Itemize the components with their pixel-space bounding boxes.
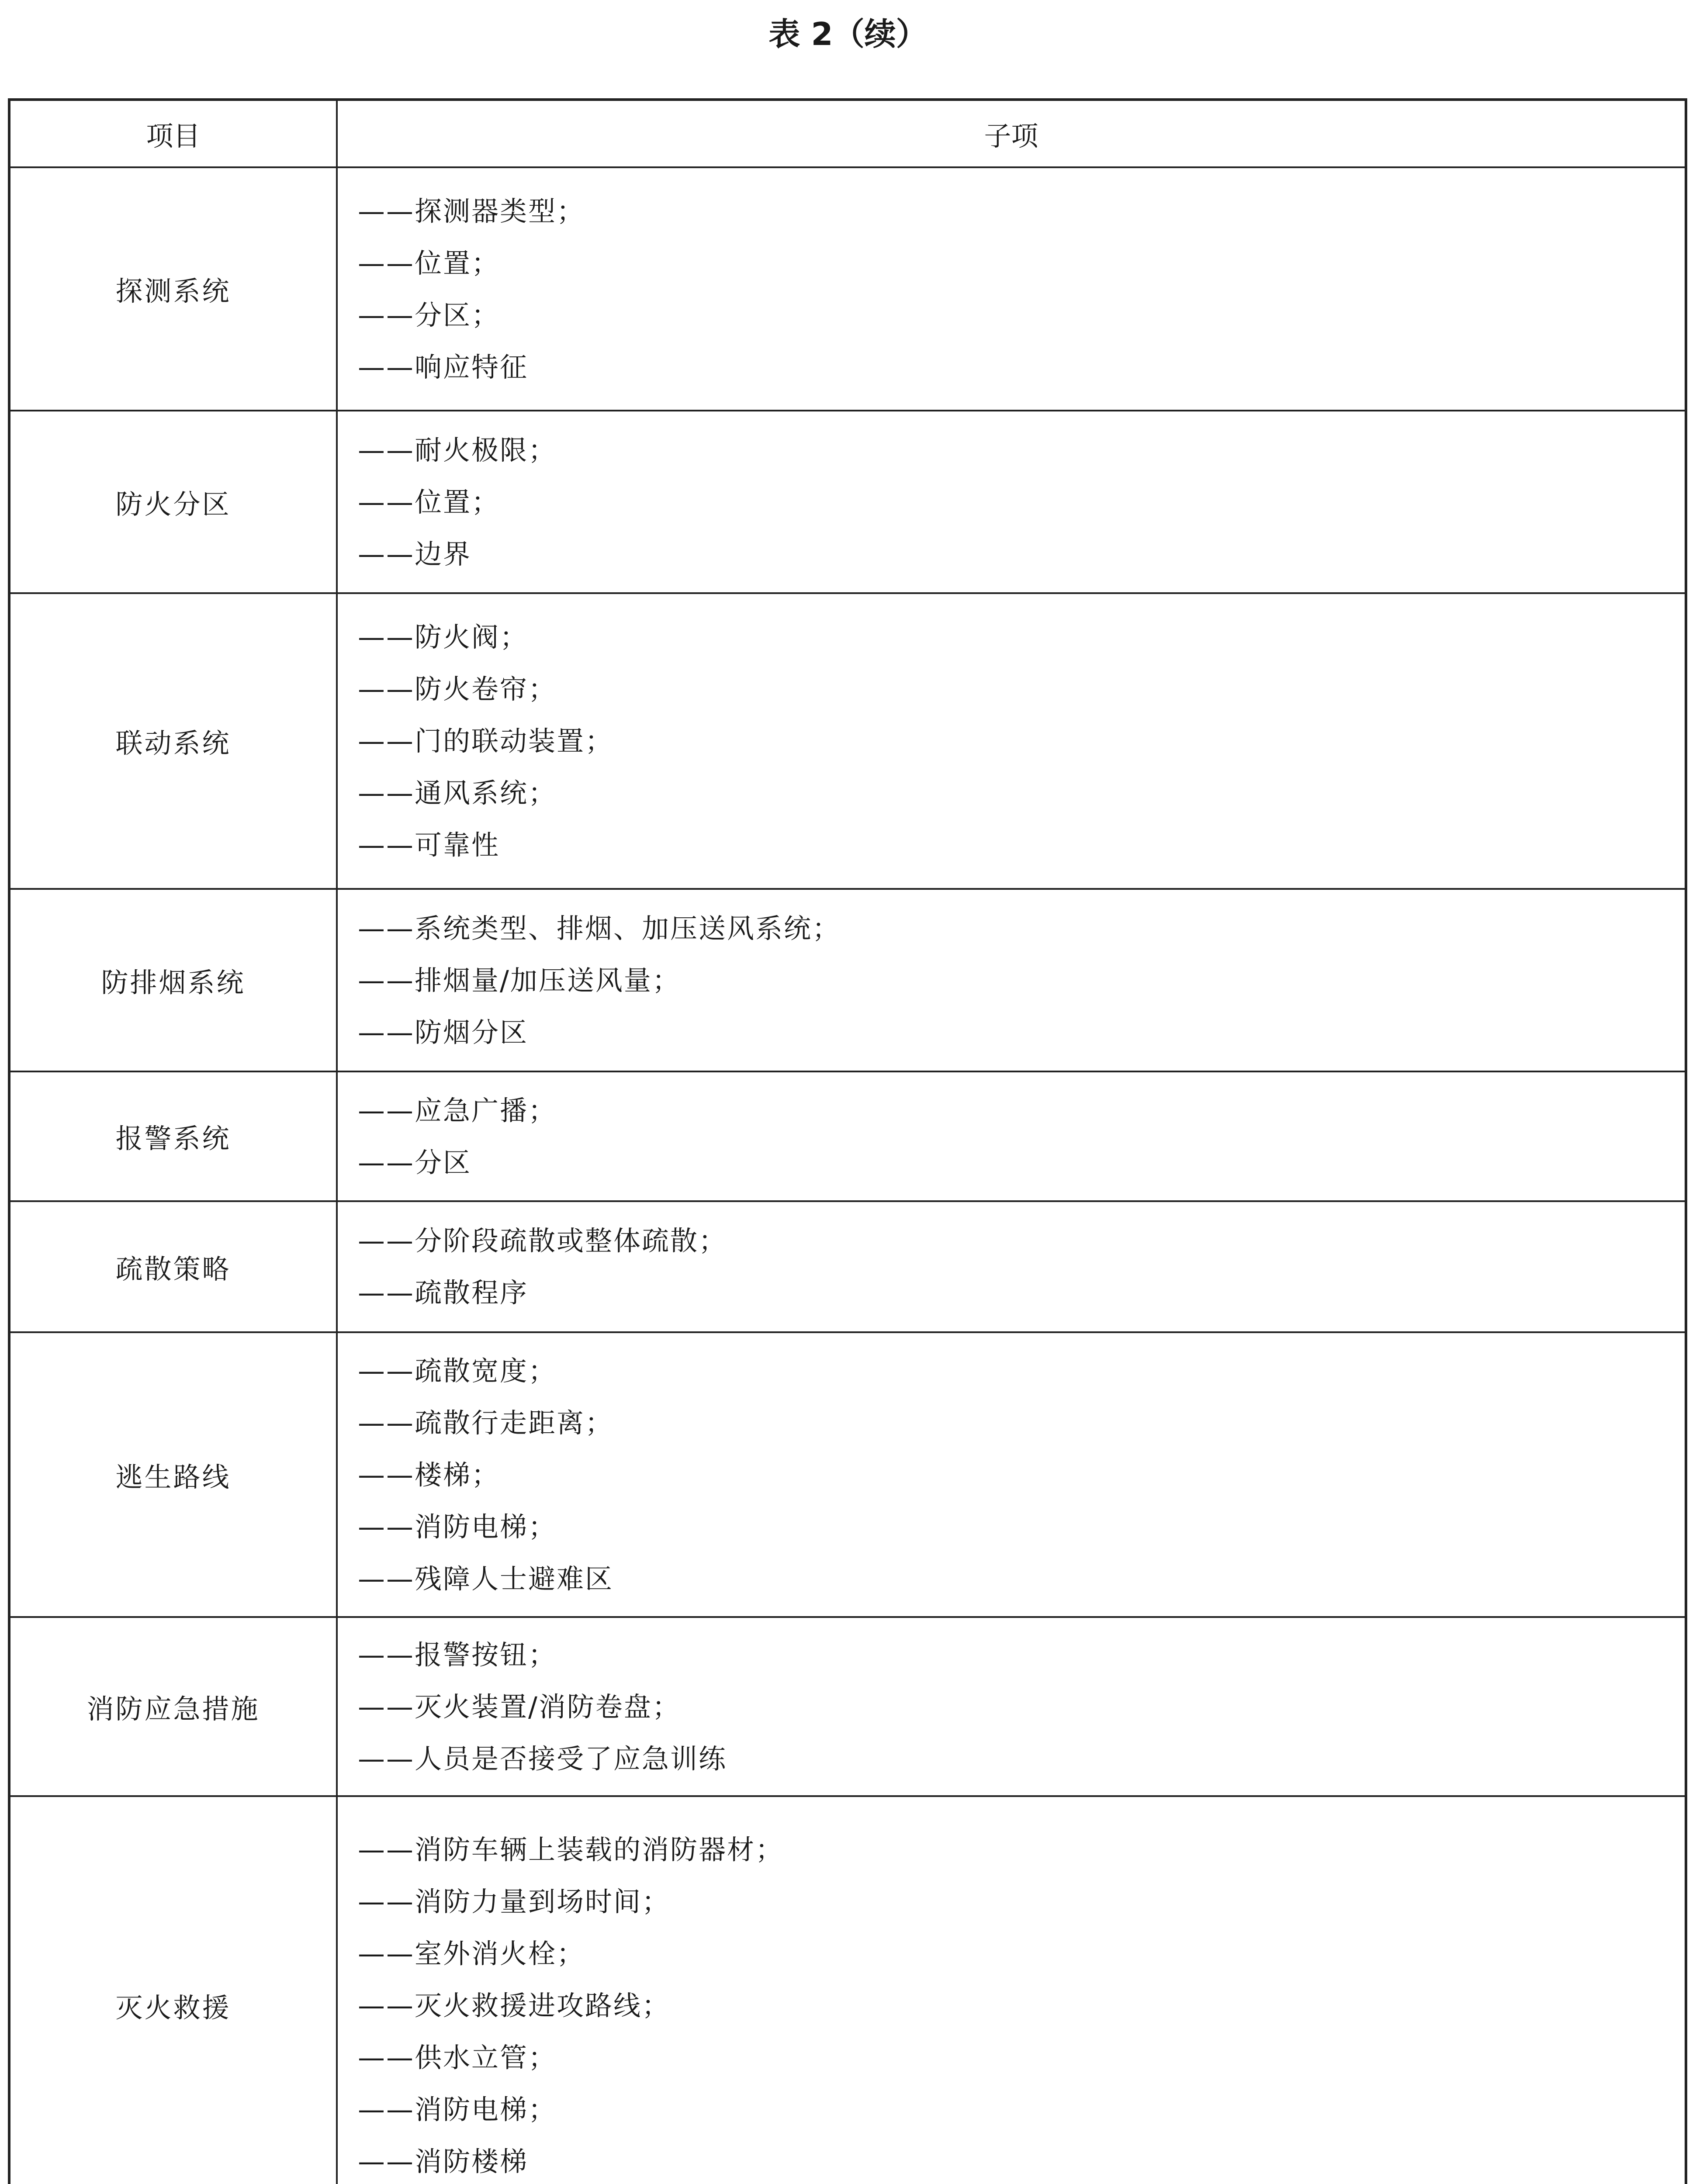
sub-item: ——位置；: [358, 247, 500, 279]
sub-item: ——门的联动装置；: [358, 725, 614, 757]
sub-item: ——人员是否接受了应急训练: [358, 1742, 727, 1775]
sub-item: ——灭火救援进攻路线；: [358, 1989, 671, 2022]
item-cell: 防排烟系统: [9, 889, 337, 1071]
table-header-row: [9, 100, 1686, 167]
sub-cell: [337, 593, 1686, 889]
item-cell: 疏散策略: [9, 1201, 337, 1332]
header-sub: 子项: [337, 100, 1686, 167]
table-row: [9, 1796, 1686, 2184]
sub-item: ——分区: [358, 1146, 472, 1178]
sub-cell: [337, 1071, 1686, 1201]
sub-item: ——疏散程序: [358, 1277, 529, 1309]
sub-item: ——消防电梯；: [358, 2093, 557, 2125]
sub-item: ——可靠性: [358, 829, 500, 861]
spec-table: [8, 98, 1687, 2184]
sub-item: ——防火阀；: [358, 621, 529, 653]
table-row: [9, 1332, 1686, 1617]
sub-item: ——室外消火栓；: [358, 1937, 585, 1970]
item-cell: 报警系统: [9, 1071, 337, 1201]
sub-item: ——排烟量/加压送风量；: [358, 964, 681, 996]
sub-item: ——耐火极限；: [358, 434, 557, 466]
sub-item: ——防烟分区: [358, 1016, 529, 1048]
sub-item: ——残障人士避难区: [358, 1562, 614, 1595]
sub-item: ——分阶段疏散或整体疏散；: [358, 1225, 727, 1257]
sub-cell: [337, 167, 1686, 411]
sub-item: ——边界: [358, 538, 472, 570]
item-cell: 联动系统: [9, 593, 337, 889]
sub-item: ——疏散宽度；: [358, 1355, 557, 1387]
table-row: [9, 889, 1686, 1071]
sub-item: ——疏散行走距离；: [358, 1406, 614, 1439]
sub-item: ——分区；: [358, 299, 500, 331]
sub-item: ——响应特征: [358, 351, 529, 383]
table-row: [9, 593, 1686, 889]
sub-cell: [337, 1617, 1686, 1796]
item-cell: 防火分区: [9, 411, 337, 593]
sub-cell: [337, 1796, 1686, 2184]
item-cell: 探测系统: [9, 167, 337, 411]
table-row: [9, 1201, 1686, 1332]
sub-item: ——消防车辆上装载的消防器材；: [358, 1833, 784, 1866]
table-row: [9, 1617, 1686, 1796]
item-cell: 消防应急措施: [9, 1617, 337, 1796]
sub-item: ——消防力量到场时间；: [358, 1885, 671, 1918]
sub-cell: [337, 1332, 1686, 1617]
sub-item: ——通风系统；: [358, 777, 557, 809]
sub-item: ——供水立管；: [358, 2041, 557, 2073]
sub-item: ——系统类型、排烟、加压送风系统；: [358, 912, 841, 944]
sub-item: ——位置；: [358, 486, 500, 518]
sub-item: ——探测器类型；: [358, 195, 585, 227]
table-row: [9, 411, 1686, 593]
item-cell: 灭火救援: [9, 1796, 337, 2184]
sub-cell: [337, 1201, 1686, 1332]
item-cell: 逃生路线: [9, 1332, 337, 1617]
sub-item: ——应急广播；: [358, 1094, 557, 1127]
sub-item: ——楼梯；: [358, 1458, 500, 1491]
sub-item: ——消防电梯；: [358, 1510, 557, 1543]
sub-cell: [337, 889, 1686, 1071]
table-row: [9, 1071, 1686, 1201]
header-item: 项目: [9, 100, 337, 167]
page-title: 表 2（续）: [768, 16, 928, 52]
sub-item: ——防火卷帘；: [358, 673, 557, 705]
sub-cell: [337, 411, 1686, 593]
sub-item: ——消防楼梯: [358, 2145, 529, 2177]
table-row: [9, 167, 1686, 411]
sub-item: ——报警按钮；: [358, 1638, 557, 1671]
sub-item: ——灭火装置/消防卷盘；: [358, 1690, 681, 1723]
